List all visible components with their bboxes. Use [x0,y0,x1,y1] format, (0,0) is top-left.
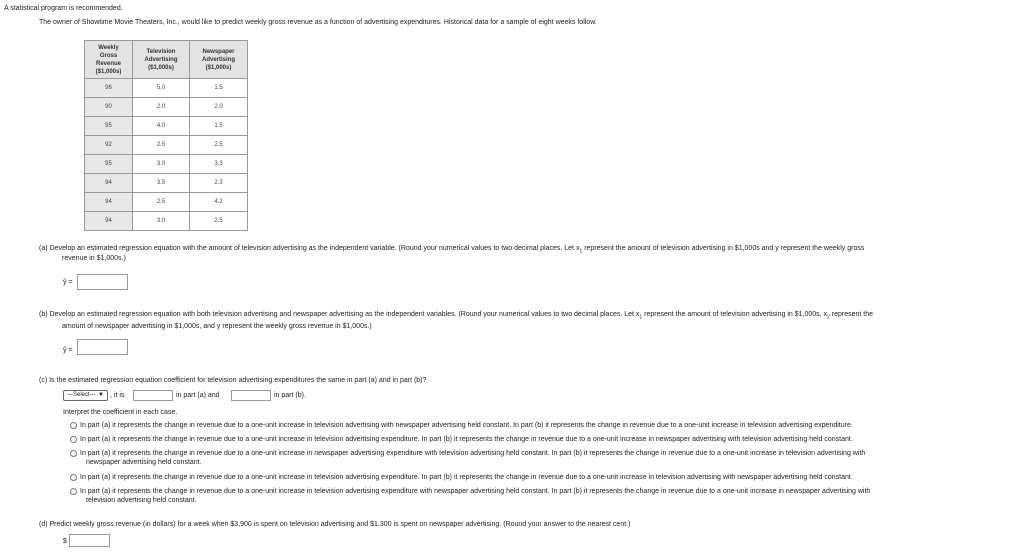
table-row [85,174,248,193]
part-a-yhat-label: ŷ = [63,279,73,286]
table-cell: 3.3 [190,155,248,174]
table-row [85,136,248,155]
table-cell: 1.5 [190,117,248,136]
table-cell: 4.0 [133,117,190,136]
table-cell: 90 [85,98,133,117]
in-part-b-text: in part (b). [274,392,306,399]
interpretation-option-5-radio[interactable] [70,488,77,495]
table-cell: 3.0 [133,155,190,174]
header-television-advertising: Television Advertising ($1,000s) [133,41,190,79]
table-cell: 95 [85,155,133,174]
it-is-text: , it is [110,392,125,399]
table-cell: 94 [85,174,133,193]
interpretation-option-2-radio[interactable] [70,436,77,443]
interpretation-option-1-label: In part (a) it represents the change in revenue due to a one-unit increase in television advertising with newspaper advertising held constant. In part (b) it represents the change in revenue due to a one-unit increase in television advertising expenditure. [80,422,853,429]
table-row [85,98,248,117]
table-row [85,193,248,212]
table-cell: 5.0 [133,79,190,98]
interpretation-option-3-radio[interactable] [70,450,77,457]
problem-intro: The owner of Showtime Movie Theaters, Inc., would like to predict weekly gross revenue as a function of advertising expenditures. Historical data for a sample of eight weeks follow. [39,19,597,26]
table-row [85,155,248,174]
revenue-prediction-input[interactable] [69,534,110,547]
table-cell: 2.5 [133,193,190,212]
part-b-question: (b) Develop an estimated regression equation with both television advertising and newspaper advertising as the independent variables. (Round your numerical values to two decimal places. Let $x_1$ represent the amount of television advertising in $1,000s, $x_2$ represent the [39,311,874,321]
table-cell: 96 [85,79,133,98]
part-b-yhat-label: ŷ = [63,347,73,354]
interpretation-option-5-label-cont: television advertising held constant. [86,497,197,504]
table-cell: 2.5 [190,136,248,155]
data-table [84,40,248,231]
table-cell: 94 [85,193,133,212]
table-row [85,212,248,231]
select-value: ---Select--- [67,392,96,398]
table-row [85,79,248,98]
part-c-question: (c) Is the estimated regression equation coefficient for television advertising expenditures the same in part (a) and in part (b)? [39,377,427,384]
interpret-prompt: Interpret the coefficient in each case. [63,409,178,416]
interpretation-option-5-label: In part (a) it represents the change in revenue due to a one-unit increase in television advertising expenditure with newspaper advertising held constant. In part (b) it represents the change in revenue due to a one-unit increase in newspaper advertising with [80,488,871,495]
table-header-row [85,41,248,79]
table-cell: 94 [85,212,133,231]
recommendation-note: A statistical program is recommended. [4,5,123,12]
table-cell: 2.0 [190,98,248,117]
interpretation-option-2-label: In part (a) it represents the change in revenue due to a one-unit increase in television advertising expenditure. In part (b) it represents the change in revenue due to a one-unit increase in newspaper advertising with television advertising held constant. [80,436,853,443]
interpretation-option-4-radio[interactable] [70,474,77,481]
table-cell: 95 [85,117,133,136]
interpretation-option-3-label-cont: newspaper advertising held constant. [86,459,202,466]
header-weekly-gross-revenue: Weekly Gross Revenue ($1,000s) [85,41,133,79]
table-cell: 1.5 [190,79,248,98]
table-cell: 92 [85,136,133,155]
table-cell: 4.2 [190,193,248,212]
part-b-question-cont: amount of newspaper advertising in $1,000s, and y represent the weekly gross revenue in $1,000s.) [62,323,372,330]
interpretation-option-1-radio[interactable] [70,422,77,429]
table-row [85,117,248,136]
table-cell: 2.5 [133,136,190,155]
same-different-select[interactable] [63,390,108,401]
interpretation-option-3-label: In part (a) it represents the change in revenue due to a one-unit increase in newspaper advertising expenditure with television advertising held constant. In part (b) it represents the change in revenue due to a one-unit increase in television advertising with [80,450,866,457]
table-cell: 3.5 [133,174,190,193]
part-d-question: (d) Predict weekly gross revenue (in dollars) for a week when $3,900 is spent on television advertising and $1,300 is spent on newspaper advertising. (Round your answer to the nearest cent.) [39,521,631,528]
currency-symbol: $ [63,538,67,545]
table-cell: 2.5 [190,212,248,231]
header-newspaper-advertising: Newspaper Advertising ($1,000s) [190,41,248,79]
part-b-coefficient-input[interactable] [231,390,271,401]
part-b-answer-input[interactable] [77,339,128,355]
interpretation-option-4-label: In part (a) it represents the change in revenue due to a one-unit increase in television advertising expenditure. In part (b) it represents the change in revenue due to a one-unit increase in television advertising with newspaper advertising held constant. [80,474,853,481]
table-cell: 3.0 [133,212,190,231]
in-part-a-text: in part (a) and [176,392,220,399]
part-a-answer-input[interactable] [77,274,128,290]
table-cell: 2.3 [190,174,248,193]
chevron-down-icon: ▼ [98,392,104,398]
table-cell: 2.0 [133,98,190,117]
part-a-question-cont: revenue in $1,000s.) [62,255,126,262]
part-a-coefficient-input[interactable] [133,390,173,401]
part-a-question: (a) Develop an estimated regression equation with the amount of television advertising as the independent variable. (Round your numerical values to two decimal places. Let $x_1$ represent the amount of television advertising in $1,000s and y represent the weekly gross [39,245,865,255]
